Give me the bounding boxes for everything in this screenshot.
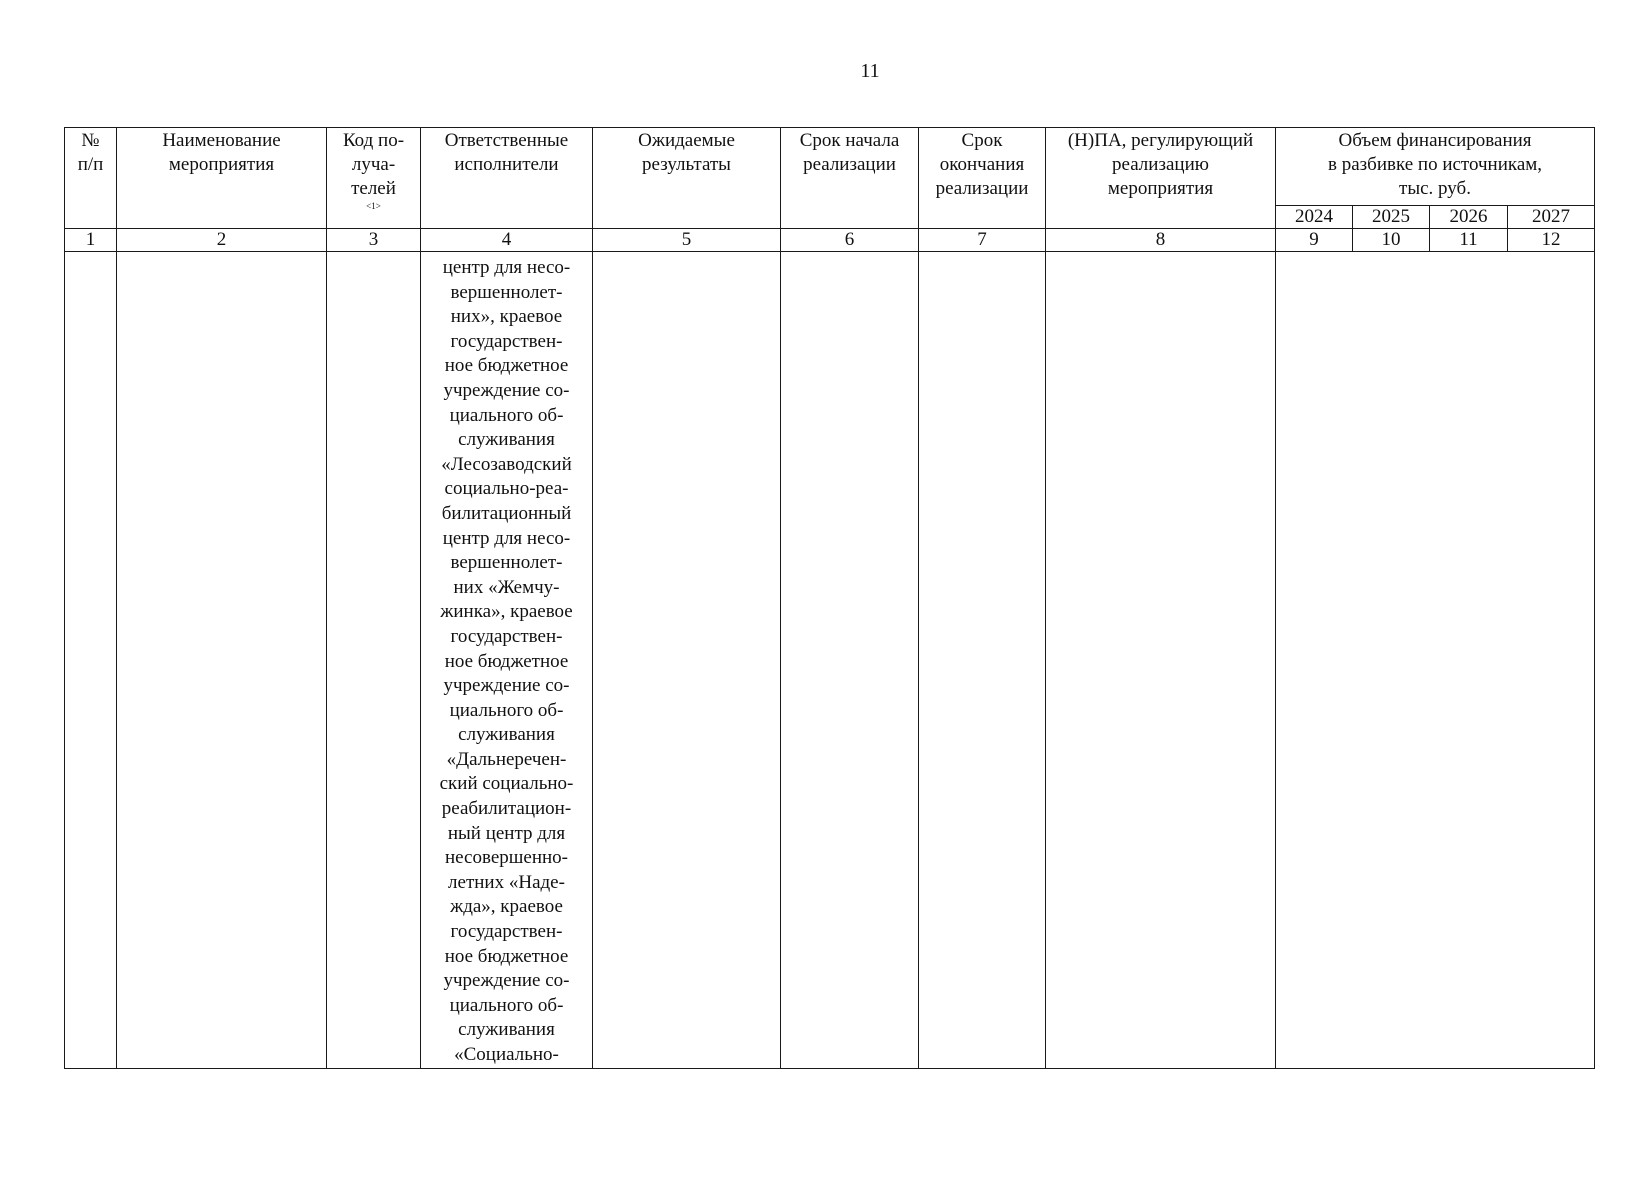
- footnote-ref: <1>: [366, 201, 381, 211]
- executors-line: циального об-: [449, 994, 564, 1016]
- executors-line: жда», краевое: [450, 896, 563, 918]
- executors-line: социально-реа-: [444, 478, 569, 500]
- header-year-2025: 2025: [1353, 206, 1430, 229]
- cell-end-date: [919, 252, 1046, 1069]
- column-number: 10: [1353, 229, 1430, 252]
- cell-responsible-executors: [421, 252, 593, 1069]
- executors-line: государствен-: [450, 625, 563, 647]
- table-row: [65, 252, 1595, 1069]
- column-number: 3: [327, 229, 421, 252]
- column-number: 9: [1276, 229, 1353, 252]
- column-numbers-row: [65, 229, 1595, 252]
- header-regulation: (Н)ПА, регулирующий реализацию мероприятия: [1046, 128, 1276, 229]
- cell-financing: [1276, 252, 1595, 1069]
- header-year-2024: 2024: [1276, 206, 1353, 229]
- executors-line: центр для несо-: [442, 527, 571, 549]
- executors-line: циального об-: [449, 404, 564, 426]
- executors-line: несовершенно-: [444, 847, 569, 869]
- executors-text: [423, 256, 590, 1068]
- executors-line: ный центр для: [447, 822, 566, 844]
- cell-regulation: [1046, 252, 1276, 1069]
- header-year-2027: 2027: [1508, 206, 1595, 229]
- executors-line: ное бюджетное: [444, 355, 569, 377]
- executors-line: ский социально-: [439, 773, 574, 795]
- header-row: [65, 128, 1595, 206]
- page-number: 11: [860, 60, 880, 82]
- executors-line: центр для несо-: [442, 257, 571, 278]
- executors-line: них», краевое: [450, 306, 563, 328]
- executors-line: циального об-: [449, 699, 564, 721]
- column-number: 7: [919, 229, 1046, 252]
- executors-line: жинка», краевое: [440, 601, 573, 623]
- measures-table: [64, 127, 1595, 1069]
- executors-line: учреждение со-: [443, 970, 570, 992]
- executors-line: них «Жемчу-: [453, 576, 560, 598]
- executors-line: учреждение со-: [443, 675, 570, 697]
- column-number: 11: [1430, 229, 1508, 252]
- executors-line: служивания: [458, 429, 555, 451]
- header-year-2026: 2026: [1430, 206, 1508, 229]
- header-measure-name: Наименование мероприятия: [117, 128, 327, 229]
- header-recipient-code: Код по- луча- телей <1>: [327, 128, 421, 229]
- executors-line: вершеннолет-: [450, 281, 563, 303]
- column-number: 2: [117, 229, 327, 252]
- executors-line: государствен-: [450, 921, 563, 943]
- executors-line: ное бюджетное: [444, 650, 569, 672]
- executors-line: «Социально-: [454, 1044, 559, 1065]
- column-number: 5: [593, 229, 781, 252]
- cell-measure-name: [117, 252, 327, 1069]
- header-end-date: Срок окончания реализации: [919, 128, 1046, 229]
- executors-line: ное бюджетное: [444, 945, 569, 967]
- executors-line: государствен-: [450, 330, 563, 352]
- executors-line: летних «Наде-: [448, 871, 565, 893]
- executors-line: учреждение со-: [443, 379, 570, 401]
- column-number: 4: [421, 229, 593, 252]
- cell-number: [65, 252, 117, 1069]
- cell-start-date: [781, 252, 919, 1069]
- cell-expected-results: [593, 252, 781, 1069]
- column-number: 12: [1508, 229, 1595, 252]
- header-financing: Объем финансирования в разбивке по источникам, тыс. руб.: [1276, 128, 1595, 206]
- column-number: 6: [781, 229, 919, 252]
- executors-line: вершеннолет-: [450, 552, 563, 574]
- executors-line: служивания: [458, 1019, 555, 1041]
- column-number: 1: [65, 229, 117, 252]
- header-expected-results: Ожидаемые результаты: [593, 128, 781, 229]
- header-number: № п/п: [65, 128, 117, 229]
- executors-line: служивания: [458, 724, 555, 746]
- cell-recipient-code: [327, 252, 421, 1069]
- executors-line: «Дальнеречен-: [446, 748, 567, 770]
- header-responsible-executors: Ответственные исполнители: [421, 128, 593, 229]
- executors-line: «Лесозаводский: [441, 453, 572, 475]
- executors-line: реабилитацион-: [441, 798, 572, 820]
- column-number: 8: [1046, 229, 1276, 252]
- header-start-date: Срок начала реализации: [781, 128, 919, 229]
- executors-line: билитационный: [441, 502, 572, 524]
